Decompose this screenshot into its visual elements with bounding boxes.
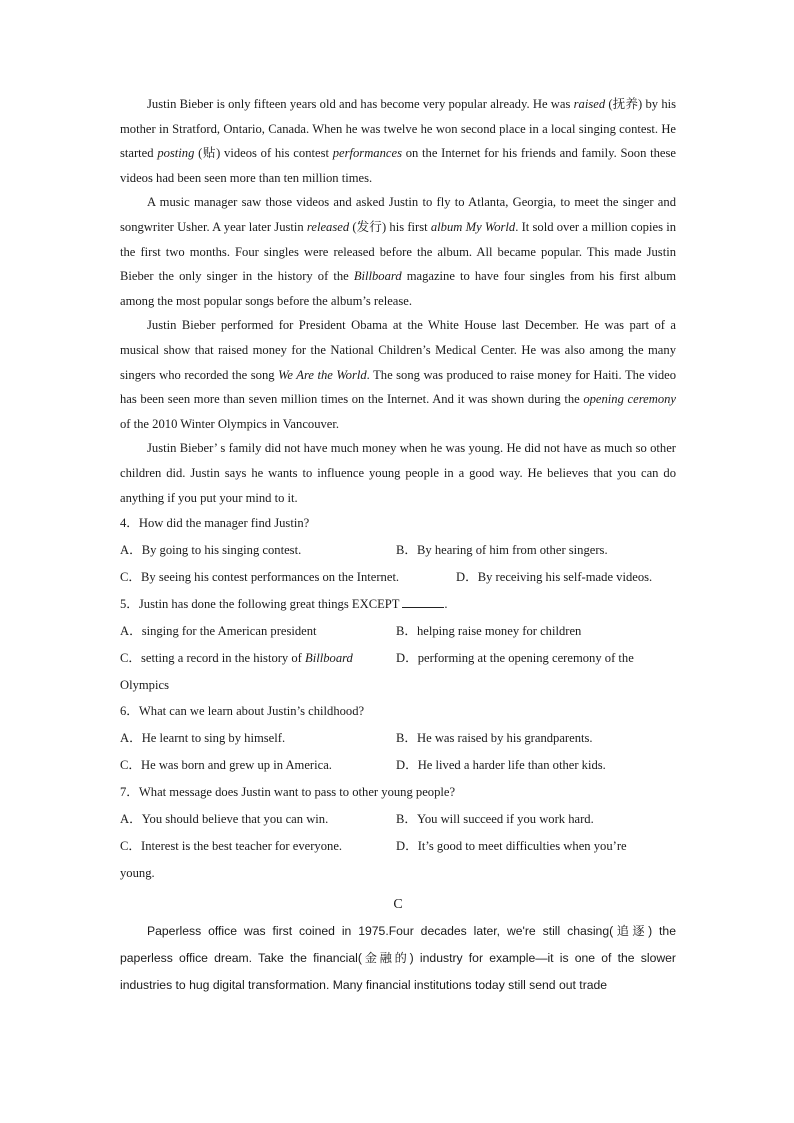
answer-blank[interactable]: [402, 595, 444, 608]
question-4-option-a[interactable]: A．By going to his singing contest.: [120, 543, 302, 558]
question-4-option-d[interactable]: D．By receiving his self-made videos.: [456, 570, 653, 585]
section-c-paragraph-1: Paperless office was first coined in 1975.Four decades later, we're still chasing(追逐) the paperless office dream. Take the financial(金融的) industry for example—it is one of the slower industries to hug digital transformation. Many financial institutions today still send out trade: [120, 924, 676, 993]
question-7-options-ab: [120, 806, 676, 833]
question-7-option-b[interactable]: B．You will succeed if you work hard.: [396, 812, 594, 827]
question-5-options-ab: [120, 618, 676, 645]
question-4-stem: 4．How did the manager find Justin?: [120, 516, 310, 531]
question-7-option-a[interactable]: A．You should believe that you can win.: [120, 812, 329, 827]
question-4-options-cd: [120, 564, 676, 591]
question-4-option-b[interactable]: B．By hearing of him from other singers.: [396, 543, 608, 558]
question-4-option-c[interactable]: C．By seeing his contest performances on the Internet.: [120, 570, 400, 585]
exam-page: [120, 92, 676, 999]
passage-paragraph-3: Justin Bieber performed for President Obama at the White House last December. He was part of a musical show that raised money for the National Children’s Medical Center. He was also among the many singers who recorded the song We Are the World. The song was produced to raise money for Haiti. The video has been seen more than seven million times on the Internet. And it was shown during the opening ceremony of the 2010 Winter Olympics in Vancouver.: [120, 318, 677, 431]
passage-paragraph-4: Justin Bieber’ s family did not have much money when he was young. He did not have as much so other children did. Justin says he wants to influence young people in a good way. He believes that you can do anything if you put your mind to it.: [120, 441, 676, 505]
question-7-options-cd: [120, 833, 676, 860]
question-6-options-ab: [120, 725, 676, 752]
question-5-options-cd: [120, 645, 676, 672]
question-5-option-b[interactable]: B．helping raise money for children: [396, 624, 582, 639]
passage-paragraph-2: A music manager saw those videos and asked Justin to fly to Atlanta, Georgia, to meet the singer and songwriter Usher. A year later Justin released (发行) his first album My World. It sold over a million copies in the first two months. Four singles were released before the album. All became popular. This made Justin Bieber the only singer in the history of the Billboard magazine to have four singles from his first album among the most popular songs before the album’s release.: [120, 195, 676, 308]
question-7-option-d-continued: young.: [120, 866, 155, 881]
question-7-option-d[interactable]: D．It’s good to meet difficulties when you’re: [396, 839, 627, 854]
question-6-option-b[interactable]: B．He was raised by his grandparents.: [396, 731, 593, 746]
passage-paragraph-1: Justin Bieber is only fifteen years old and has become very popular already. He was raised (抚养) by his mother in Stratford, Ontario, Canada. When he was twelve he won second place in a local singing contest. He started posting (贴) videos of his contest performances on the Internet for his friends and family. Soon these videos had been seen more than ten million times.: [120, 97, 677, 185]
question-4-options-ab: [120, 537, 676, 564]
section-c-heading: C: [393, 897, 403, 913]
question-6-options-cd: [120, 752, 676, 779]
question-6-option-a[interactable]: A．He learnt to sing by himself.: [120, 731, 286, 746]
question-5-option-d-continued: Olympics: [120, 678, 169, 693]
question-7-stem: 7．What message does Justin want to pass to other young people?: [120, 785, 456, 800]
question-5-option-c[interactable]: C．setting a record in the history of Billboard: [120, 651, 353, 666]
question-6-option-d[interactable]: D．He lived a harder life than other kids.: [396, 758, 606, 773]
question-6-stem: 6．What can we learn about Justin’s childhood?: [120, 704, 365, 719]
question-7-option-c[interactable]: C．Interest is the best teacher for everyone.: [120, 839, 343, 854]
question-5-option-a[interactable]: A．singing for the American president: [120, 624, 317, 639]
question-5-stem: 5．Justin has done the following great things EXCEPT .: [120, 597, 448, 612]
question-5-option-d[interactable]: D．performing at the opening ceremony of the: [396, 651, 634, 666]
question-6-option-c[interactable]: C．He was born and grew up in America.: [120, 758, 332, 773]
